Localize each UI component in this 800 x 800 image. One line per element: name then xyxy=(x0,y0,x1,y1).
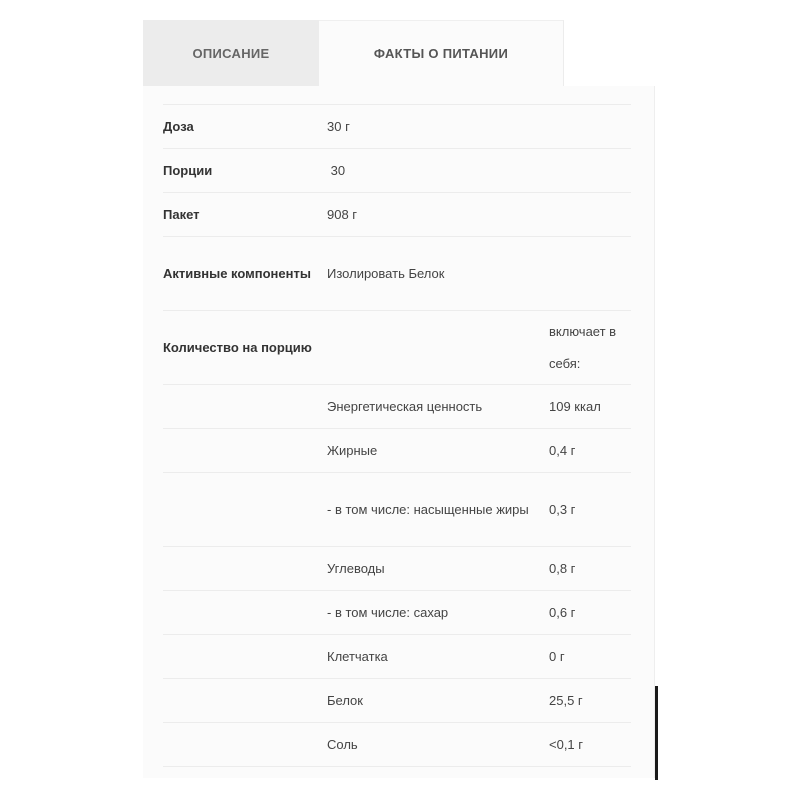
row-extra: включает в себя: xyxy=(549,311,631,385)
table-row xyxy=(163,311,631,385)
table-row xyxy=(163,429,631,473)
row-value: Клетчатка xyxy=(327,635,549,679)
row-extra: 0,3 г xyxy=(549,473,631,547)
row-label xyxy=(163,635,327,679)
table-row xyxy=(163,385,631,429)
table-row xyxy=(163,723,631,767)
row-label: Пакет xyxy=(163,193,327,237)
row-value: - в том числе: насыщенные жиры xyxy=(327,473,549,547)
row-extra xyxy=(549,105,631,149)
tab-nutrition-facts[interactable]: ФАКТЫ О ПИТАНИИ xyxy=(319,20,564,86)
row-value: Изолировать Белок xyxy=(327,237,549,311)
row-label: Количество на порцию xyxy=(163,311,327,385)
row-value: Белок xyxy=(327,679,549,723)
row-value: 30 г xyxy=(327,105,549,149)
row-extra: 109 ккал xyxy=(549,385,631,429)
row-value: Жирные xyxy=(327,429,549,473)
table-row xyxy=(163,105,631,149)
row-value: Энергетическая ценность xyxy=(327,385,549,429)
row-label xyxy=(163,591,327,635)
row-label xyxy=(163,547,327,591)
row-label: Доза xyxy=(163,105,327,149)
tab-bar xyxy=(143,20,564,86)
row-extra: 0 г xyxy=(549,635,631,679)
row-extra: 25,5 г xyxy=(549,679,631,723)
row-value xyxy=(327,311,549,385)
table-row xyxy=(163,679,631,723)
nutrition-facts-panel xyxy=(143,86,655,778)
row-value: Соль xyxy=(327,723,549,767)
scrollbar[interactable] xyxy=(655,686,658,780)
nutrition-facts-table xyxy=(163,104,631,767)
row-value: - в том числе: сахар xyxy=(327,591,549,635)
row-extra: 0,4 г xyxy=(549,429,631,473)
row-label xyxy=(163,723,327,767)
row-extra: 0,8 г xyxy=(549,547,631,591)
row-label: Активные компоненты xyxy=(163,237,327,311)
row-label xyxy=(163,385,327,429)
row-extra: <0,1 г xyxy=(549,723,631,767)
table-row xyxy=(163,149,631,193)
table-row xyxy=(163,635,631,679)
row-extra xyxy=(549,237,631,311)
row-value: 908 г xyxy=(327,193,549,237)
row-extra xyxy=(549,149,631,193)
row-label xyxy=(163,679,327,723)
tab-description[interactable]: ОПИСАНИЕ xyxy=(143,20,319,86)
table-row xyxy=(163,193,631,237)
row-label: Порции xyxy=(163,149,327,193)
table-row xyxy=(163,591,631,635)
row-label xyxy=(163,429,327,473)
table-row xyxy=(163,237,631,311)
table-row xyxy=(163,547,631,591)
row-extra xyxy=(549,193,631,237)
table-row xyxy=(163,473,631,547)
row-value: 30 xyxy=(327,149,549,193)
row-value: Углеводы xyxy=(327,547,549,591)
row-extra: 0,6 г xyxy=(549,591,631,635)
row-label xyxy=(163,473,327,547)
